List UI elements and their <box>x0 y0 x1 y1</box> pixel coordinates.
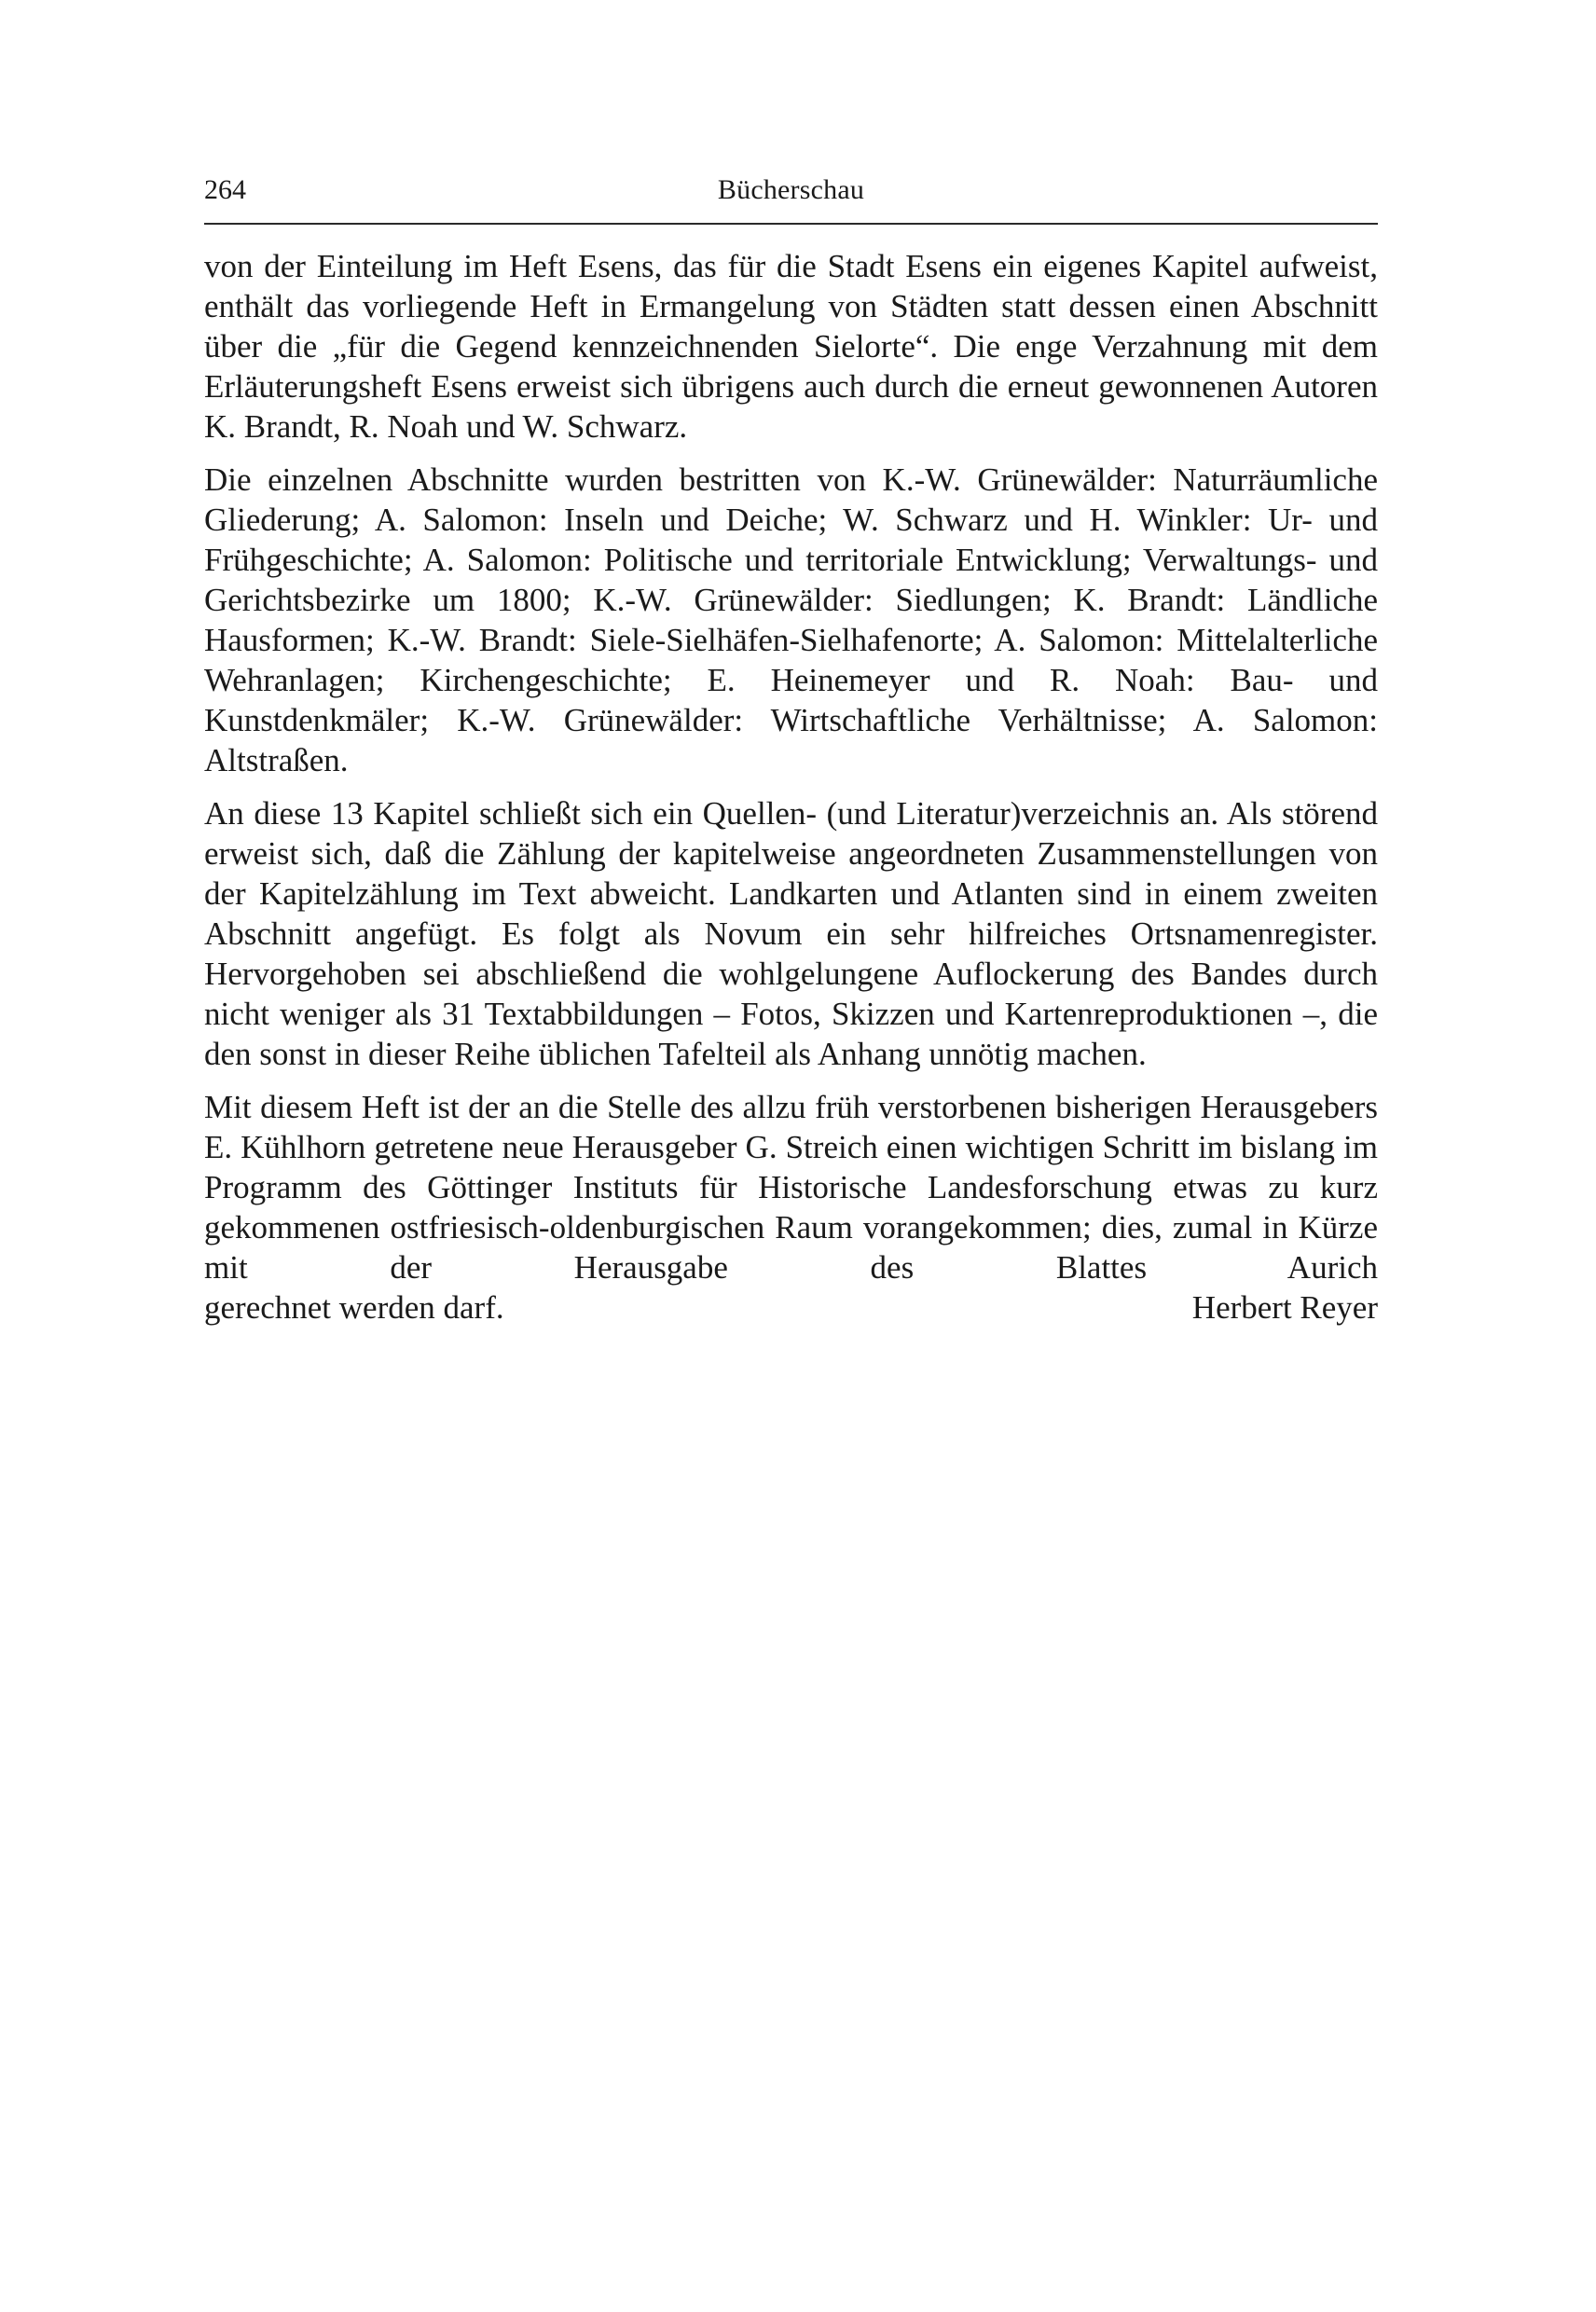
running-head <box>204 172 1378 209</box>
paragraph-4-text: Mit diesem Heft ist der an die Stelle des allzu früh verstorbenen bisherigen Herausgebers E. Kühlhorn getretene neue Herausgeber G. Streich einen wichtigen Schritt im bislang im Programm des Göttinger Instituts für Historische Landesforschung etwas zu kurz gekommenen ostfriesisch-oldenburgischen Raum vorangekommen; dies, zumal in Kürze mit der Herausgabe des Blattes Aurich <box>204 1089 1378 1286</box>
paragraph-1: von der Einteilung im Heft Esens, das für die Stadt Esens ein eigenes Kapitel aufweist, enthält das vorliegende Heft in Ermangelung von Städten statt dessen einen Abschnitt über die „für die Gegend kennzeichnenden Sielorte“. Die enge Verzahnung mit dem Erläuterungsheft Esens erweist sich übrigens auch durch die erneut gewonnenen Autoren K. Brandt, R. Noah und W. Schwarz. <box>204 248 1378 445</box>
paragraph-4-closing-line <box>204 1287 1378 1328</box>
paragraph-4 <box>204 1087 1378 1328</box>
header-rule <box>204 223 1378 225</box>
paragraph-2: Die einzelnen Abschnitte wurden bestritten von K.-W. Grünewälder: Naturräumliche Gliederung; A. Salomon: Inseln und Deiche; W. Schwarz und H. Winkler: Ur- und Frühgeschichte; A. Salomon: Politische und territoriale Entwicklung; Verwaltungs- und Gerichtsbezirke um 1800; K.-W. Grünewälder: Siedlungen; K. Brandt: Ländliche Hausformen; K.-W. Brandt: Siele-Sielhäfen-Sielhafenorte; A. Salomon: Mittelalterliche Wehranlagen; Kirchengeschichte; E. Heinemeyer und R. Noah: Bau- und Kunstdenkmäler; K.-W. Grünewälder: Wirtschaftliche Verhältnisse; A. Salomon: Altstraßen. <box>204 461 1378 778</box>
paragraph-3: An diese 13 Kapitel schließt sich ein Quellen- (und Literatur)verzeichnis an. Als störend erweist sich, daß die Zählung der kapitelweise angeordneten Zusammenstellungen von der Kapitelzählung im Text abweicht. Landkarten und Atlanten sind in einem zweiten Abschnitt angefügt. Es folgt als Novum ein sehr hilfreiches Ortsnamenregister. Hervorgehoben sei abschließend die wohlgelungene Auflockerung des Bandes durch nicht weniger als 31 Textabbildungen – Fotos, Skizzen und Kartenreproduktionen –, die den sonst in dieser Reihe üblichen Tafelteil als Anhang unnötig machen. <box>204 795 1378 1072</box>
paragraph-4-last-line: gerechnet werden darf. <box>204 1289 504 1326</box>
body-text <box>204 246 1378 1328</box>
author-signature: Herbert Reyer <box>1191 1289 1378 1326</box>
section-title: Bücherschau <box>717 174 865 205</box>
page-number: 264 <box>204 174 246 205</box>
